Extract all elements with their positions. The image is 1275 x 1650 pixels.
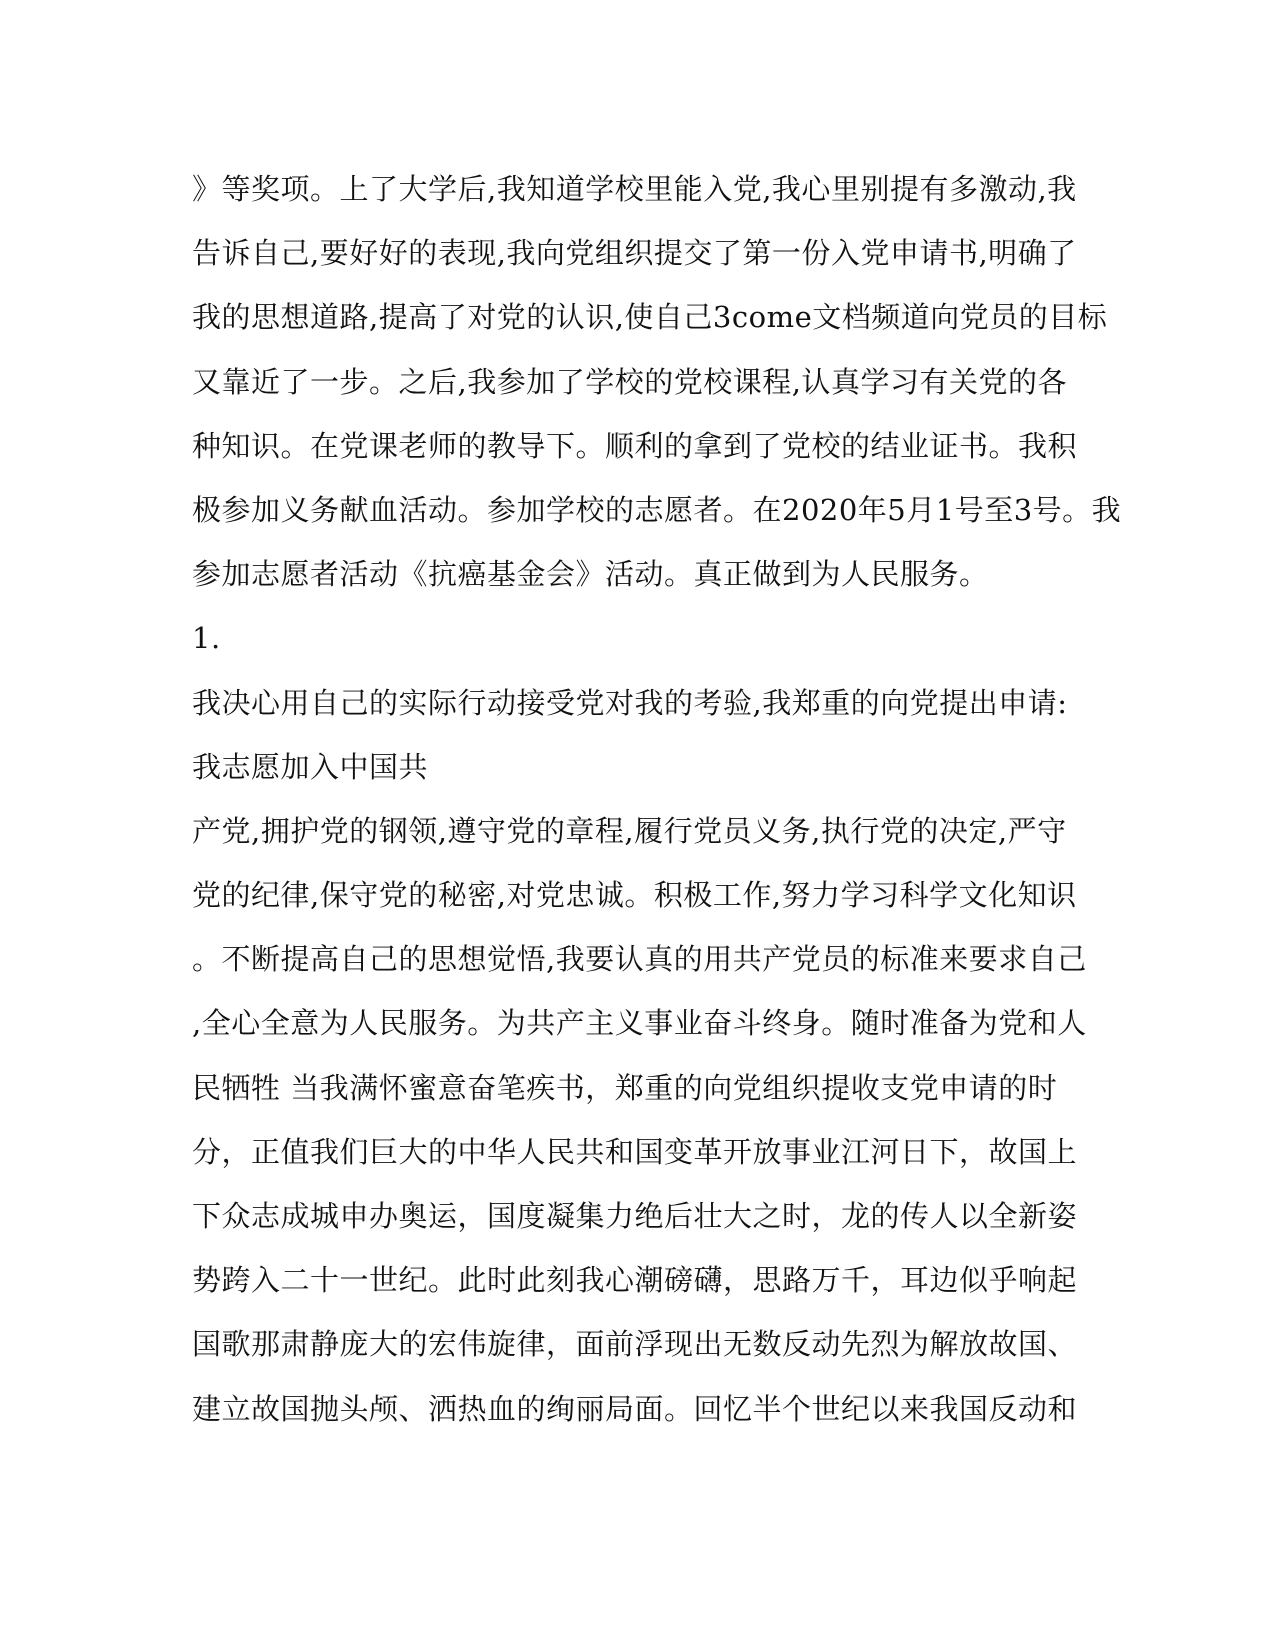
text-line: 国歌那肃静庞大的宏伟旋律，面前浮现出无数反动先烈为解放故国、 — [192, 1327, 1078, 1362]
text-line: 下众志成城申办奥运，国度凝集力绝后壮大之时，龙的传人以全新姿 — [192, 1199, 1078, 1233]
text-line: 建立故国抛头颅、洒热血的绚丽局面。回忆半个世纪以来我国反动和 — [192, 1391, 1078, 1426]
text-line: ,全心全意为人民服务。为共产主义事业奋斗终身。随时准备为党和人 — [192, 1006, 1087, 1041]
text-line: 极参加义务献血活动。参加学校的志愿者。在2020年5月1号至3号。我 — [192, 492, 1122, 527]
text-line: 分，正值我们巨大的中华人民共和国变革开放事业江河日下，故国上 — [192, 1134, 1078, 1169]
text-line: 》等奖项。上了大学后,我知道学校里能入党,我心里别提有多激动,我 — [192, 172, 1077, 206]
text-line: 告诉自己,要好好的表现,我向党组织提交了第一份入党申请书,明确了 — [192, 236, 1077, 271]
text-line: 我的思想道路,提高了对党的认识,使自己3come文档频道向党员的目标 — [192, 300, 1108, 335]
text-line: 。不断提高自己的思想觉悟,我要认真的用共产党员的标准来要求自己 — [192, 942, 1087, 977]
text-line: 民牺牲 当我满怀蜜意奋笔疾书，郑重的向党组织提收支党申请的时 — [192, 1070, 1058, 1105]
body-text — [192, 157, 1122, 1441]
list-number: 1. — [192, 621, 221, 656]
text-line: 参加志愿者活动《抗癌基金会》活动。真正做到为人民服务。 — [192, 557, 989, 592]
text-line: 种知识。在党课老师的教导下。顺利的拿到了党校的结业证书。我积 — [192, 428, 1078, 463]
text-line: 党的纪律,保守党的秘密,对党忠诚。积极工作,努力学习科学文化知识 — [192, 878, 1077, 913]
text-line: 势跨入二十一世纪。此时此刻我心潮磅礴，思路万千，耳边似乎响起 — [192, 1263, 1078, 1298]
text-line: 我志愿加入中国共 — [192, 749, 429, 784]
text-line: 我决心用自己的实际行动接受党对我的考验,我郑重的向党提出申请: — [192, 685, 1068, 720]
text-line: 又靠近了一步。之后,我参加了学校的党校课程,认真学习有关党的各 — [192, 364, 1067, 399]
text-line: 产党,拥护党的钢领,遵守党的章程,履行党员义务,执行党的决定,严守 — [192, 813, 1067, 848]
